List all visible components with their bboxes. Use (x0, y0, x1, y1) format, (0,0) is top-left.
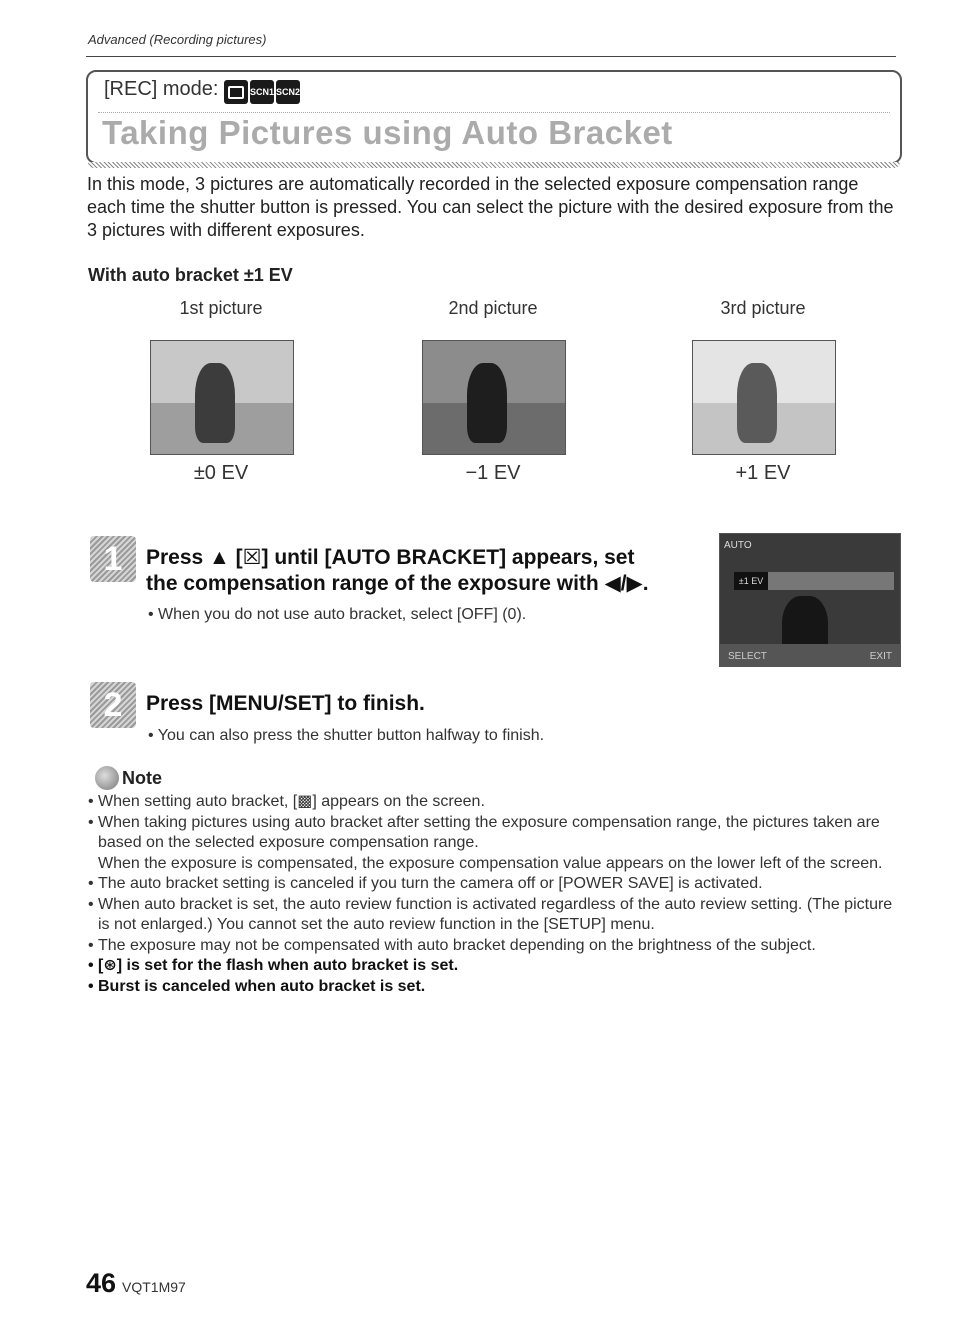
bracket-heading: With auto bracket ±1 EV (88, 265, 293, 285)
intro-paragraph: In this mode, 3 pictures are automatically recorded in the selected exposure compensation range each time the shutter button is pressed. You can select the picture with the desired exposure from the 3 pictures with different exposures. (87, 174, 894, 240)
picture-2-dog (467, 363, 507, 443)
top-rule (86, 56, 896, 57)
scn2-icon: SCN2 (276, 80, 300, 104)
page-number: 46 (86, 1268, 117, 1298)
picture-1 (150, 340, 294, 455)
note-item: • When auto bracket is set, the auto review function is activated regardless of the auto review setting. (The picture is not enlarged.) You cannot set the auto review function in the [SETUP] menu. (88, 895, 896, 936)
step-2-badge: 2 (90, 682, 136, 728)
lcd-exit-label: EXIT (869, 651, 892, 662)
picture-2-label: 2nd picture (448, 298, 538, 318)
step-1-heading-line-2: the compensation range of the exposure with ◀/▶. (146, 572, 649, 595)
note-item-part: When the exposure is compensated, the exposure compensation value appears on the lower left of the screen. (98, 854, 883, 872)
picture-2 (422, 340, 566, 455)
lcd-select-label: SELECT (728, 651, 767, 662)
note-item (88, 813, 896, 875)
step-2-heading: Press [MENU/SET] to finish. (146, 692, 425, 715)
camera-icon (224, 80, 248, 104)
lcd-selected-value: ±1 EV (734, 572, 768, 590)
picture-3 (692, 340, 836, 455)
picture-1-ev: ±0 EV (193, 462, 249, 484)
page-title: Taking Pictures using Auto Bracket (102, 114, 673, 151)
document-code: VQT1M97 (122, 1279, 186, 1295)
camera-lcd-screen (719, 533, 901, 667)
picture-3-dog (737, 363, 777, 443)
picture-3-ev: +1 EV (735, 462, 791, 484)
note-item: • The auto bracket setting is canceled if you turn the camera off or [POWER SAVE] is activated. (88, 874, 896, 895)
scn1-icon: SCN1 (250, 80, 274, 104)
title-divider (98, 112, 890, 113)
note-icon (95, 766, 119, 790)
picture-3-label: 3rd picture (720, 298, 806, 318)
step-1-sub: • When you do not use auto bracket, select [OFF] (0). (148, 606, 527, 623)
title-box (86, 70, 902, 164)
note-list (88, 792, 896, 997)
mode-icons (224, 80, 300, 104)
step-1-heading-line-1: Press ▲ [☒] until [AUTO BRACKET] appears, set (146, 546, 635, 569)
note-item: • The exposure may not be compensated with auto bracket depending on the brightness of the subject. (88, 936, 896, 957)
rec-mode-label: [REC] mode: (104, 78, 219, 100)
note-title: Note (122, 768, 162, 788)
step-2-sub: • You can also press the shutter button halfway to finish. (148, 727, 545, 744)
step-1-badge: 1 (90, 536, 136, 582)
section-label: Advanced (Recording pictures) (88, 32, 267, 47)
picture-2-ev: −1 EV (465, 462, 521, 484)
note-item-part: • When taking pictures using auto bracket after setting the exposure compensation range, the pictures taken are based on the selected exposure compensation range. (98, 813, 880, 851)
lcd-top-text: AUTO (724, 540, 752, 551)
picture-1-dog (195, 363, 235, 443)
note-item: • [⊛] is set for the flash when auto bracket is set. (88, 956, 896, 977)
title-shadow (88, 162, 900, 168)
note-item: • When setting auto bracket, [▩] appears on the screen. (88, 792, 896, 813)
picture-1-label: 1st picture (179, 298, 263, 318)
note-item: • Burst is canceled when auto bracket is set. (88, 977, 896, 998)
